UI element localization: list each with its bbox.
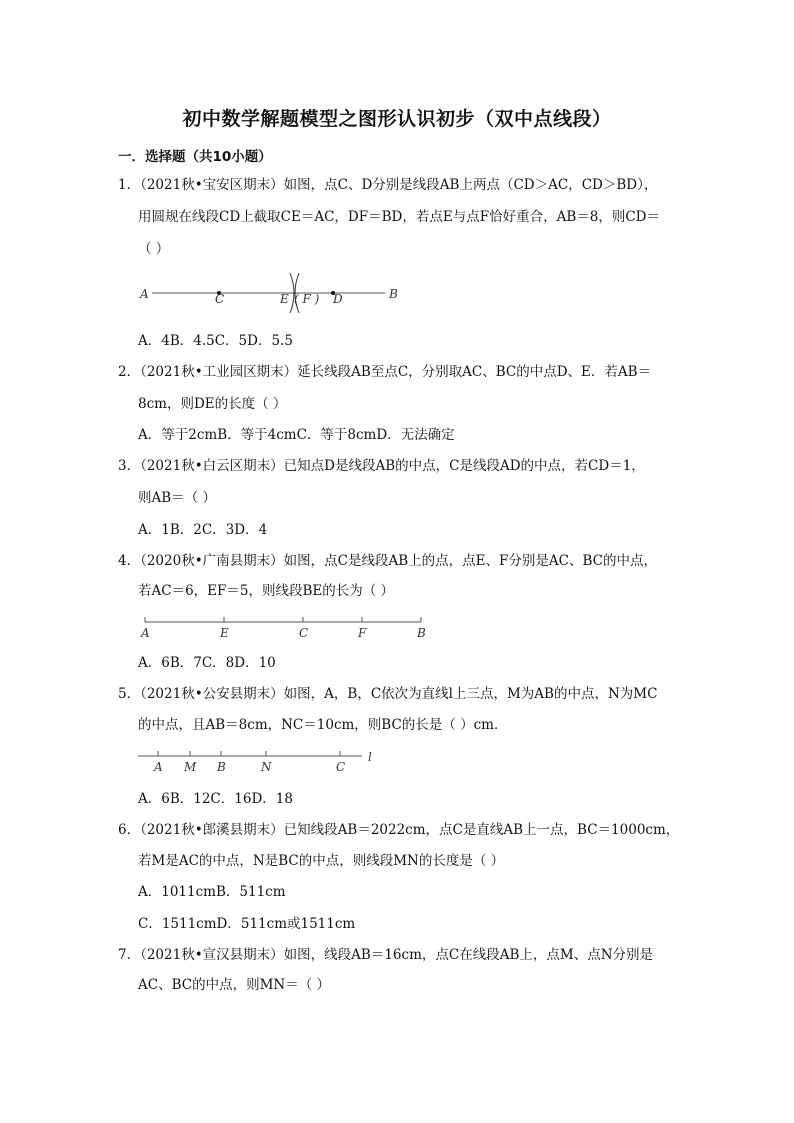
- question-2-line-2: 8cm，则DE的长度（ ）: [138, 396, 287, 412]
- fig1-label-f: ( F ): [294, 292, 320, 306]
- question-4-line-1: 4．（2020秋•广南县期末）如图，点C是线段AB上的点，点E、F分别是AC、BC的中点，: [118, 553, 657, 569]
- fig5-label-m: M: [184, 760, 197, 774]
- question-6-options-2: C．1511cmD．511cm或1511cm: [138, 916, 356, 932]
- question-4-options: A．6B．7C．8D．10: [138, 655, 276, 671]
- fig4-label-f: F: [358, 626, 367, 640]
- fig1-label-c: C: [215, 292, 225, 306]
- question-6-line-2: 若M是AC的中点，N是BC的中点，则线段MN的长度是（ ）: [138, 853, 505, 869]
- fig1-label-a: A: [140, 287, 149, 301]
- fig1-label-d: D: [333, 292, 343, 306]
- question-1-line-1: 1．（2021秋•宝安区期末）如图，点C、D分别是线段AB上两点（CD＞AC，CD＞BD），: [118, 177, 658, 193]
- question-3-options: A．1B．2C．3D．4: [138, 522, 268, 538]
- question-3-line-2: 则AB＝（ ）: [138, 490, 216, 506]
- fig5-label-a: A: [154, 760, 163, 774]
- fig4-label-e: E: [220, 626, 229, 640]
- fig5-label-n: N: [261, 760, 272, 774]
- question-2-line-1: 2．（2021秋•工业园区期末）延长线段AB至点C，分别取AC、BC的中点D、E．若AB＝: [118, 364, 652, 380]
- question-5-line-2: 的中点，且AB＝8cm，NC＝10cm，则BC的长是（ ）cm．: [138, 717, 508, 733]
- figure-4: [140, 617, 426, 640]
- question-2-options: A．等于2cmB．等于4cmC．等于8cmD．无法确定: [138, 427, 455, 443]
- question-5-line-1: 5．（2021秋•公安县期末）如图，A，B，C依次为直线l上三点，M为AB的中点，N为MC: [118, 686, 658, 702]
- question-7-line-1: 7．（2021秋•宣汉县期末）如图，线段AB＝16cm，点C在线段AB上，点M、点N分别是: [118, 947, 654, 963]
- question-5-options: A．6B．12C．16D．18: [138, 791, 293, 807]
- question-6-options-1: A．1011cmB．511cm: [138, 884, 286, 900]
- fig4-label-a: A: [141, 626, 150, 640]
- question-1-options: A．4B．4.5C．5D．5.5: [138, 333, 293, 349]
- question-4-line-2: 若AC＝6，EF＝5，则线段BE的长为（ ）: [138, 583, 395, 599]
- fig1-label-e: E: [280, 292, 289, 306]
- fig4-label-b: B: [417, 626, 426, 640]
- question-3-line-1: 3．（2021秋•白云区期末）已知点D是线段AB的中点，C是线段AD的中点，若CD＝1，: [118, 458, 645, 474]
- question-1-line-2: 用圆规在线段CD上截取CE＝AC，DF＝BD，若点E与点F恰好重合，AB＝8，则CD＝: [138, 209, 660, 225]
- question-1-line-3: （ ）: [138, 241, 170, 257]
- fig5-label-b: B: [217, 760, 226, 774]
- question-7-line-2: AC、BC的中点，则MN＝（ ）: [138, 977, 331, 993]
- page-title: 初中数学解题模型之图形认识初步（双中点线段）: [182, 108, 612, 130]
- figure-5: [138, 750, 372, 774]
- fig5-label-l: l: [368, 750, 372, 764]
- question-6-line-1: 6．（2021秋•郎溪县期末）已知线段AB＝2022cm，点C是直线AB上一点，BC＝1000cm，: [118, 822, 680, 838]
- fig1-label-b: B: [389, 287, 398, 301]
- fig5-label-c: C: [336, 760, 346, 774]
- section-heading: 一．选择题（共10小题）: [118, 149, 272, 165]
- fig4-label-c: C: [299, 626, 309, 640]
